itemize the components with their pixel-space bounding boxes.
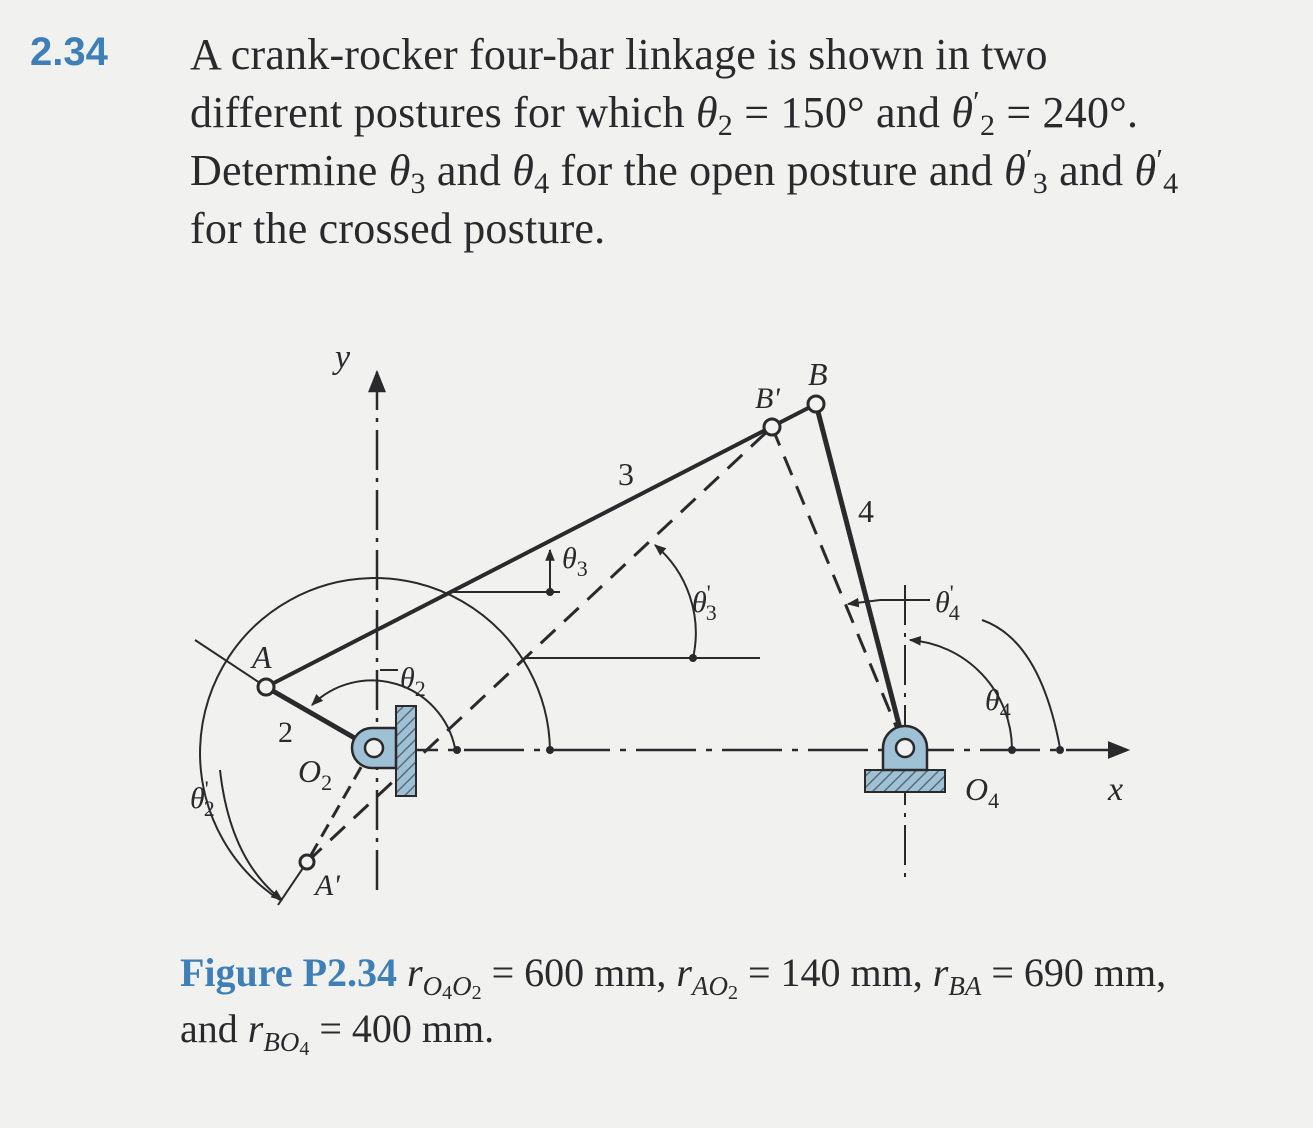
theta2-dot <box>453 746 461 754</box>
o2-ground-support <box>396 706 416 796</box>
label-A-prime: A' <box>315 869 340 902</box>
theta3-prime-dot <box>689 654 697 662</box>
label-O2: $O_2$ <box>298 753 333 795</box>
problem-statement: A crank-rocker four-bar linkage is shown in two different postures for which $\theta_2 = 150^\circ$ and $\theta'_2 = 240^\circ$. Determine $\theta_3$ and $\theta_4$ for the open posture and $\theta'_3$ and $\theta'_4$ for the crossed posture. <box>190 30 1179 253</box>
theta3-label: $\theta_3$ <box>562 542 588 581</box>
link-4-open <box>816 404 905 748</box>
figure-caption: Figure P2.34 $r_{O_4O_2} = 600$ mm, $r_{AO_2} = 140$ mm, $r_{BA} = 690$ mm, and $r_{BO_4} = 400$ mm. <box>180 950 1167 1060</box>
x-axis-label: x <box>1108 771 1124 808</box>
theta4-prime-arrow <box>848 600 880 604</box>
o2-pin <box>365 739 383 757</box>
label-O4: $O_4$ <box>965 771 1000 813</box>
theta2-prime-arrow <box>220 770 282 900</box>
x-axis-dot-1 <box>546 746 554 754</box>
label-link-3: 3 <box>618 456 634 492</box>
problem-number: 2.34 <box>30 30 108 74</box>
joint-B <box>808 396 824 412</box>
label-B: B <box>808 356 828 392</box>
label-link-2: 2 <box>278 716 293 749</box>
link-4-crossed <box>772 427 905 748</box>
link-3-open <box>266 404 816 687</box>
theta4-prime-label: θ' 4 <box>935 580 960 625</box>
label-A: A <box>252 639 272 675</box>
theta4-label: $\theta_4$ <box>985 684 1011 723</box>
y-axis-label: y <box>335 340 351 376</box>
theta2-prime-label: θ' 2 <box>190 776 215 821</box>
joint-A <box>258 679 274 695</box>
o4-ground-support <box>865 770 945 792</box>
theta3-dot <box>546 588 554 596</box>
theta2-label: $\theta_2$ <box>400 662 426 701</box>
o4-pin <box>896 739 914 757</box>
label-B-prime: B' <box>755 382 780 415</box>
theta4-dot <box>1008 746 1016 754</box>
theta3-prime-arc <box>655 545 696 658</box>
theta3-prime-label: θ' 3 <box>692 580 717 625</box>
label-link-4: 4 <box>858 493 874 529</box>
linkage-figure <box>0 340 1313 940</box>
x-axis-dot-2 <box>1056 746 1064 754</box>
joint-A-prime <box>300 855 314 869</box>
joint-B-prime <box>764 419 780 435</box>
